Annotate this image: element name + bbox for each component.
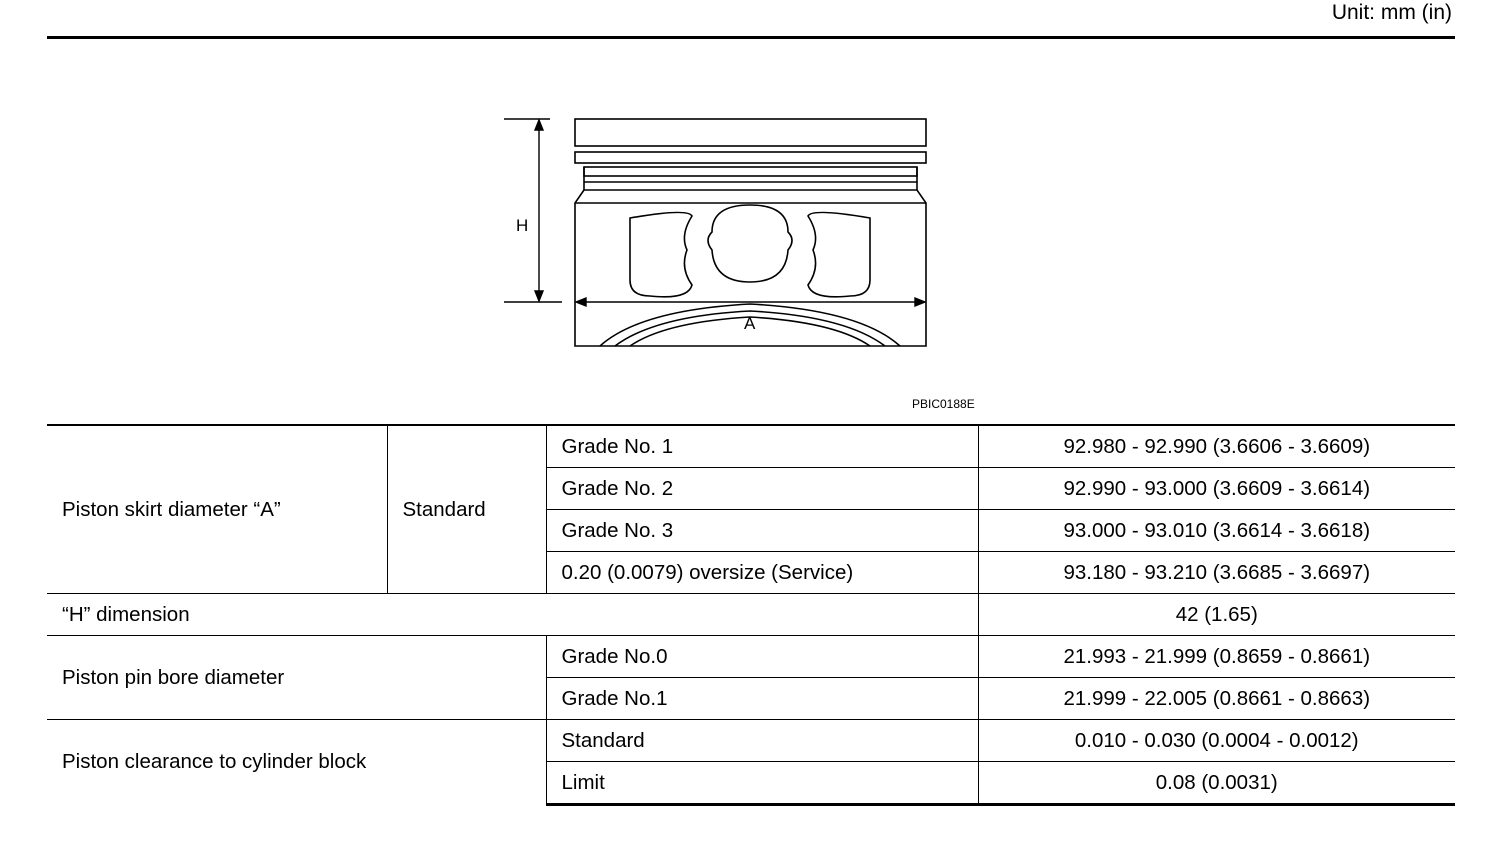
table-row: [47, 594, 1455, 636]
skirt-diameter-label: Piston skirt diameter “A”: [47, 425, 387, 594]
value-cell: 93.180 - 93.210 (3.6685 - 3.6697): [978, 552, 1455, 594]
label-a: A: [744, 314, 756, 333]
top-rule: [47, 36, 1455, 39]
grade-cell: Standard: [546, 720, 978, 762]
value-cell: 0.010 - 0.030 (0.0004 - 0.0012): [978, 720, 1455, 762]
table-row: [47, 425, 1455, 468]
unit-label: Unit: mm (in): [1331, 1, 1452, 24]
piston-spec-table: [47, 424, 1455, 806]
figure-code: PBIC0188E: [912, 397, 975, 411]
value-cell: 92.980 - 92.990 (3.6606 - 3.6609): [978, 425, 1455, 468]
value-cell: 21.993 - 21.999 (0.8659 - 0.8661): [978, 636, 1455, 678]
value-cell: 92.990 - 93.000 (3.6609 - 3.6614): [978, 468, 1455, 510]
value-cell: 0.08 (0.0031): [978, 762, 1455, 805]
grade-cell: Grade No. 3: [546, 510, 978, 552]
value-cell: 21.999 - 22.005 (0.8661 - 0.8663): [978, 678, 1455, 720]
grade-cell: Grade No. 1: [546, 425, 978, 468]
pin-bore-label: Piston pin bore diameter: [47, 636, 546, 720]
skirt-standard-label: Standard: [387, 425, 546, 594]
table-row: [47, 636, 1455, 678]
label-h: H: [516, 216, 529, 235]
clearance-label: Piston clearance to cylinder block: [47, 720, 546, 805]
grade-cell: Limit: [546, 762, 978, 805]
grade-cell: Grade No. 2: [546, 468, 978, 510]
grade-cell: 0.20 (0.0079) oversize (Service): [546, 552, 978, 594]
table-row: [47, 720, 1455, 762]
h-dimension-label: “H” dimension: [47, 594, 978, 636]
grade-cell: Grade No.0: [546, 636, 978, 678]
value-cell: 93.000 - 93.010 (3.6614 - 3.6618): [978, 510, 1455, 552]
h-dimension-value: 42 (1.65): [978, 594, 1455, 636]
piston-diagram: [490, 110, 950, 360]
grade-cell: Grade No.1: [546, 678, 978, 720]
